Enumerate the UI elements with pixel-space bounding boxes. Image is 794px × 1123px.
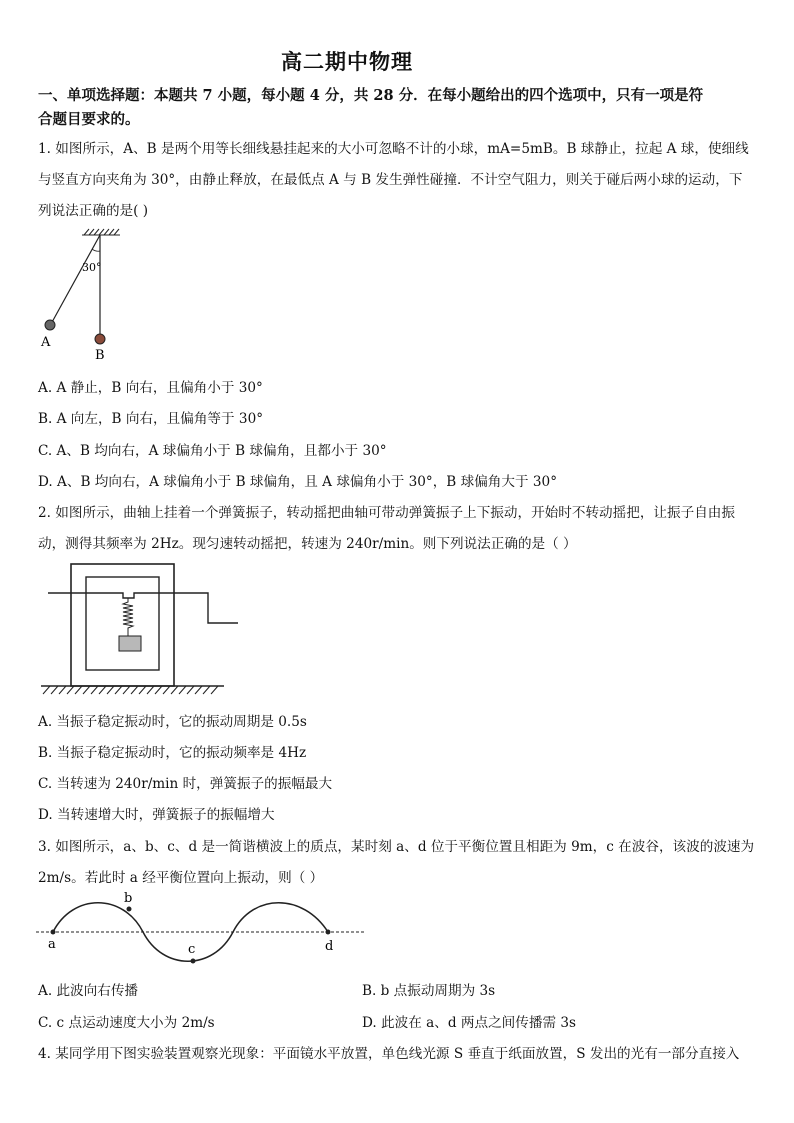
q3-stem-line1: 3. 如图所示，a、b、c、d 是一简谐横波上的质点，某时刻 a、d 位于平衡位置且相距为 9m，c 在波谷，该波的波速为 <box>38 839 755 855</box>
angle-label: 30° <box>82 261 102 274</box>
q3-option-d: D. 此波在 a、d 两点之间传播需 3s <box>362 1015 576 1031</box>
point-c <box>191 959 196 964</box>
label-b: b <box>124 891 133 906</box>
q1-stem-line2: 与竖直方向夹角为 30°，由静止释放，在最低点 A 与 B 发生弹性碰撞．不计空气阻力，则关于碰后两小球的运动，下 <box>38 172 743 188</box>
label-d: d <box>325 939 334 954</box>
label-a: A <box>41 335 51 350</box>
ball-a <box>45 320 55 330</box>
q2-stem-line1: 2. 如图所示，曲轴上挂着一个弹簧振子，转动摇把曲轴可带动弹簧振子上下振动，开始时不转动摇把，让振子自由振 <box>38 505 735 521</box>
point-a <box>51 930 56 935</box>
q1-stem-line3: 列说法正确的是( ) <box>38 203 149 219</box>
crankshaft <box>48 593 238 623</box>
label-c: c <box>188 942 196 957</box>
q3-stem-line2: 2m/s。若此时 a 经平衡位置向上振动，则（ ） <box>38 870 324 886</box>
q2-option-c: C. 当转速为 240r/min 时，弹簧振子的振幅最大 <box>38 776 333 792</box>
label-a: a <box>48 937 56 952</box>
inner-frame <box>86 577 159 670</box>
label-b: B <box>95 348 105 363</box>
page-title: 高二期中物理 <box>281 49 413 74</box>
point-d <box>326 930 331 935</box>
ground-hatch <box>43 686 218 694</box>
q2-option-b: B. 当振子稳定振动时，它的振动频率是 4Hz <box>38 745 307 761</box>
section-heading-line2: 合题目要求的。 <box>38 111 140 128</box>
q3-option-c: C. c 点运动速度大小为 2m/s <box>38 1015 215 1031</box>
q1-pendulum-figure <box>30 225 140 370</box>
ceiling-hatch <box>82 229 120 235</box>
q1-option-a: A. A 静止，B 向右，且偏角小于 30° <box>38 380 263 396</box>
q3-wave-figure <box>36 888 372 970</box>
oscillator-block <box>119 636 141 651</box>
string-a <box>51 235 100 324</box>
q2-option-a: A. 当振子稳定振动时，它的振动周期是 0.5s <box>38 714 307 730</box>
section-heading-line1: 一、单项选择题：本题共 7 小题，每小题 4 分，共 28 分．在每小题给出的四个选项中，只有一项是符 <box>38 87 704 104</box>
spring <box>123 598 133 636</box>
q4-stem-line1: 4. 某同学用下图实验装置观察光现象：平面镜水平放置，单色线光源 S 垂直于纸面放置，S 发出的光有一部分直接入 <box>38 1046 740 1062</box>
angle-arc <box>92 249 100 251</box>
q3-option-a: A. 此波向右传播 <box>38 983 139 999</box>
point-b <box>127 907 132 912</box>
q1-option-d: D. A、B 均向右，A 球偏角小于 B 球偏角，且 A 球偏角小于 30°，B 球偏角大于 30° <box>38 474 557 490</box>
q1-option-c: C. A、B 均向右，A 球偏角小于 B 球偏角，且都小于 30° <box>38 443 387 459</box>
ball-b <box>95 334 105 344</box>
q2-crankshaft-figure <box>38 558 248 703</box>
q1-option-b: B. A 向左，B 向右，且偏角等于 30° <box>38 411 264 427</box>
q3-option-b: B. b 点振动周期为 3s <box>362 983 496 999</box>
q2-stem-line2: 动，测得其频率为 2Hz。现匀速转动摇把，转速为 240r/min。则下列说法正确的是（ ） <box>38 536 577 552</box>
q2-option-d: D. 当转速增大时，弹簧振子的振幅增大 <box>38 807 275 823</box>
q1-stem-line1: 1. 如图所示，A、B 是两个用等长细线悬挂起来的大小可忽略不计的小球，mA=5mB。B 球静止，拉起 A 球，使细线 <box>38 141 749 157</box>
